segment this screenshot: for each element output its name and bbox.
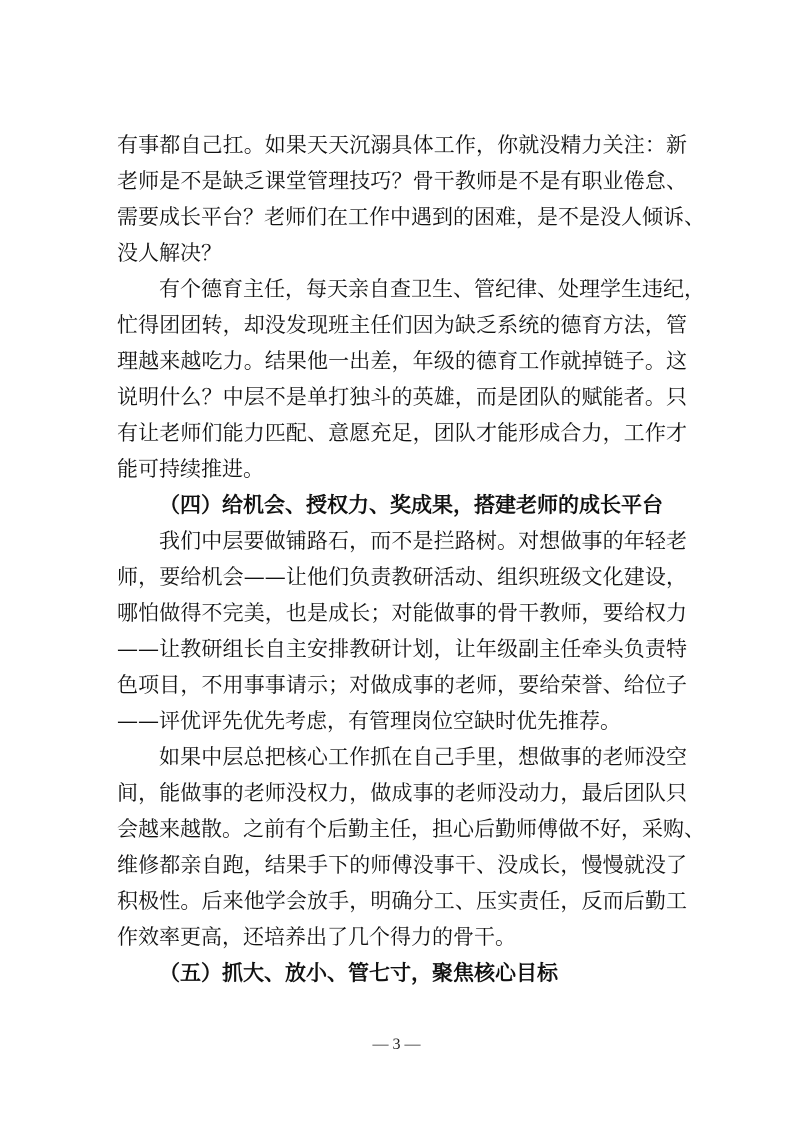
paragraph-line: 积极性。后来他学会放手，明确分工、压实责任，反而后勤工 bbox=[117, 889, 687, 913]
paragraph-line: 哪怕做得不完美，也是成长；对能做事的骨干教师，要给权力 bbox=[117, 601, 687, 625]
paragraph-line: 会越来越散。之前有个后勤主任，担心后勤师傅做不好，采购、 bbox=[117, 817, 705, 841]
paragraph-line: 作效率更高，还培养出了几个得力的骨干。 bbox=[117, 925, 516, 949]
section-heading: （五）抓大、放小、管七寸，聚焦核心目标 bbox=[159, 960, 558, 985]
paragraph-line: 师，要给机会——让他们负责教研活动、组织班级文化建设， bbox=[117, 565, 687, 589]
paragraph-line: 间，能做事的老师没权力，做成事的老师没动力，最后团队只 bbox=[117, 781, 687, 805]
page-number: — 3 — bbox=[372, 1036, 421, 1053]
paragraph-line: 有个德育主任，每天亲自查卫生、管纪律、处理学生违纪， bbox=[159, 277, 705, 301]
paragraph-line: 有事都自己扛。如果天天沉溺具体工作，你就没精力关注：新 bbox=[117, 133, 687, 157]
paragraph-line: 色项目，不用事事请示；对做成事的老师，要给荣誉、给位子 bbox=[117, 673, 687, 697]
paragraph-line: 忙得团团转，却没发现班主任们因为缺乏系统的德育方法，管 bbox=[117, 313, 687, 337]
paragraph-line: 老师是不是缺乏课堂管理技巧？骨干教师是不是有职业倦怠、 bbox=[117, 169, 687, 193]
section-heading: （四）给机会、授权力、奖成果，搭建老师的成长平台 bbox=[159, 492, 663, 517]
paragraph-line: 我们中层要做铺路石，而不是拦路树。对想做事的年轻老 bbox=[159, 529, 687, 553]
paragraph-line: 有让老师们能力匹配、意愿充足，团队才能形成合力，工作才 bbox=[117, 421, 687, 445]
paragraph-line: 能可持续推进。 bbox=[117, 457, 264, 481]
paragraph-line: ——让教研组长自主安排教研计划，让年级副主任牵头负责特 bbox=[117, 637, 687, 661]
paragraph-line: 如果中层总把核心工作抓在自己手里，想做事的老师没空 bbox=[159, 745, 687, 769]
paragraph-line: ——评优评先优先考虑，有管理岗位空缺时优先推荐。 bbox=[117, 709, 621, 733]
paragraph-line: 理越来越吃力。结果他一出差，年级的德育工作就掉链子。这 bbox=[117, 349, 687, 373]
paragraph-line: 说明什么？中层不是单打独斗的英雄，而是团队的赋能者。只 bbox=[117, 385, 687, 409]
paragraph-line: 需要成长平台？老师们在工作中遇到的困难，是不是没人倾诉、 bbox=[117, 205, 705, 229]
paragraph-line: 没人解决？ bbox=[117, 241, 222, 265]
paragraph-line: 维修都亲自跑，结果手下的师傅没事干、没成长，慢慢就没了 bbox=[117, 853, 687, 877]
